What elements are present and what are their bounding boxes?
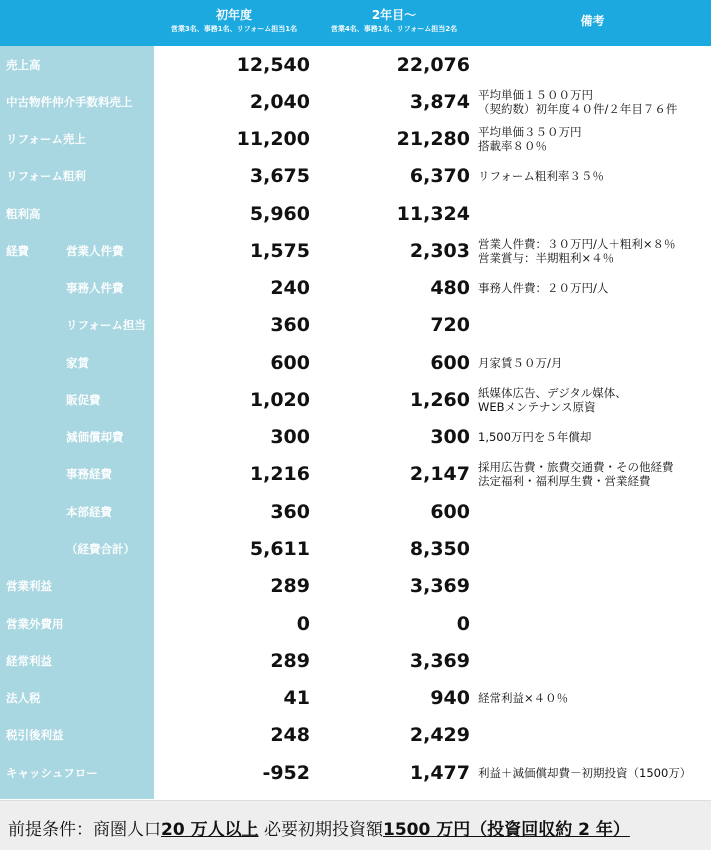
row-note bbox=[478, 605, 710, 642]
row-note bbox=[478, 568, 710, 605]
row-note bbox=[478, 83, 710, 120]
table-row bbox=[0, 717, 711, 754]
year2-value: 2,429 bbox=[409, 724, 470, 747]
year2-value: 720 bbox=[430, 314, 470, 337]
table-row bbox=[0, 83, 711, 120]
year2-value: 2,303 bbox=[409, 239, 470, 262]
row-note bbox=[478, 158, 710, 195]
year1-value: 1,575 bbox=[249, 239, 310, 262]
row-note bbox=[478, 232, 710, 269]
row-note bbox=[478, 419, 710, 456]
year2-value: 22,076 bbox=[396, 53, 470, 76]
row-note-line1: 紙媒体広告、デジタル媒体、 bbox=[478, 385, 627, 400]
row-note bbox=[478, 679, 710, 716]
row-note-line1: 1,500万円を５年償却 bbox=[478, 430, 592, 445]
table-row bbox=[0, 121, 711, 158]
table-row bbox=[0, 158, 711, 195]
year1-value: 5,611 bbox=[249, 538, 310, 560]
year2-value: 300 bbox=[430, 426, 470, 449]
year1-value: 289 bbox=[270, 649, 310, 672]
row-label: 販促費 bbox=[66, 392, 101, 407]
row-note-line1: リフォーム粗利率３５％ bbox=[478, 169, 604, 184]
year1-value: 41 bbox=[283, 687, 310, 710]
row-label: 営業外費用 bbox=[6, 616, 64, 631]
table-row bbox=[0, 679, 711, 716]
table-row bbox=[0, 270, 711, 307]
year2-value: 3,874 bbox=[409, 90, 470, 113]
row-note bbox=[478, 493, 710, 530]
row-note bbox=[478, 270, 710, 307]
year1-value: 248 bbox=[270, 724, 310, 747]
footer-conditions bbox=[0, 800, 711, 850]
row-label: 粗利高 bbox=[6, 206, 41, 221]
row-label: リフォーム売上 bbox=[6, 132, 86, 147]
row-label: 事務人件費 bbox=[66, 281, 124, 296]
row-note bbox=[478, 381, 710, 418]
row-note-line1: 平均単価１５００万円 bbox=[478, 87, 593, 102]
header-notes bbox=[474, 0, 711, 46]
row-note bbox=[478, 344, 710, 381]
row-label: 事務経費 bbox=[66, 467, 112, 482]
year2-value: 480 bbox=[430, 277, 470, 300]
table-row bbox=[0, 642, 711, 679]
footer-investment: 1500 万円（投資回収約 2 年） bbox=[382, 820, 630, 840]
row-label: 本部経費 bbox=[66, 504, 112, 519]
row-label: （経費合計） bbox=[66, 542, 135, 556]
year1-value: 1,216 bbox=[249, 463, 310, 486]
row-note-line2: 法定福利・福利厚生費・営業経費 bbox=[478, 474, 651, 489]
row-note-line1: 営業人件費：３０万円/人＋粗利×８％ bbox=[478, 236, 676, 251]
header-blank-cell bbox=[0, 0, 154, 46]
row-note-line2: WEBメンテナンス原資 bbox=[478, 399, 596, 414]
year1-value: 600 bbox=[270, 351, 310, 374]
header-year1 bbox=[154, 0, 314, 46]
row-label: 売上高 bbox=[6, 57, 41, 72]
row-note bbox=[478, 456, 710, 493]
year1-value: 360 bbox=[270, 500, 310, 523]
table-row bbox=[0, 195, 711, 232]
footer-text bbox=[8, 815, 630, 840]
year2-value: 600 bbox=[430, 500, 470, 523]
year1-value: 300 bbox=[270, 426, 310, 449]
expense-group-label: 経費 bbox=[6, 243, 29, 258]
year2-value: 3,369 bbox=[409, 649, 470, 672]
row-note-line1: 経常利益×４０％ bbox=[478, 691, 569, 706]
footer-prefix: 前提条件：商圏人口 bbox=[8, 820, 161, 840]
year1-value: 360 bbox=[270, 314, 310, 337]
table-row bbox=[0, 232, 711, 269]
year2-value: 600 bbox=[430, 351, 470, 374]
year1-value: 5,960 bbox=[249, 202, 310, 225]
year1-value: 2,040 bbox=[249, 90, 310, 113]
table-row bbox=[0, 493, 711, 530]
row-note bbox=[478, 642, 710, 679]
year1-value: 289 bbox=[270, 575, 310, 598]
header-year2 bbox=[314, 0, 474, 46]
table-row bbox=[0, 419, 711, 456]
row-note-line1: 月家賃５０万/月 bbox=[478, 355, 563, 370]
year1-value: 12,540 bbox=[236, 53, 310, 76]
footer-population: 20 万人以上 bbox=[161, 820, 259, 840]
row-label: 家賃 bbox=[66, 355, 89, 370]
year2-value: 8,350 bbox=[409, 538, 470, 560]
year2-value: 1,477 bbox=[409, 761, 470, 784]
row-note bbox=[478, 530, 710, 567]
row-label: 営業利益 bbox=[6, 579, 52, 594]
year2-value: 11,324 bbox=[396, 202, 470, 225]
year2-value: 21,280 bbox=[396, 128, 470, 151]
table-row bbox=[0, 605, 711, 642]
table-row bbox=[0, 568, 711, 605]
row-label: キャッシュフロー bbox=[6, 765, 98, 780]
row-label: 営業人件費 bbox=[66, 243, 124, 258]
row-note-line1: 平均単価３５０万円 bbox=[478, 125, 582, 140]
row-note bbox=[478, 307, 710, 344]
year1-value: 1,020 bbox=[249, 388, 310, 411]
table-row bbox=[0, 530, 711, 567]
row-label: 法人税 bbox=[6, 691, 41, 706]
table-row bbox=[0, 456, 711, 493]
header-year2-title: 2年目～ bbox=[371, 8, 417, 22]
header-year1-staff: 営業3名、事務1名、リフォーム担当1名 bbox=[170, 25, 298, 33]
row-note bbox=[478, 754, 710, 791]
row-note-line1: 採用広告費・旅費交通費・その他経費 bbox=[478, 460, 674, 475]
row-note bbox=[478, 195, 710, 232]
year1-value: 11,200 bbox=[236, 128, 310, 151]
row-note-line2: 搭載率８０％ bbox=[478, 139, 547, 154]
row-label: リフォーム担当 bbox=[66, 318, 146, 333]
row-note bbox=[478, 717, 710, 754]
row-label: リフォーム粗利 bbox=[6, 169, 86, 184]
year1-value: 240 bbox=[270, 277, 310, 300]
table-row bbox=[0, 307, 711, 344]
table-row bbox=[0, 381, 711, 418]
header-notes-title: 備考 bbox=[580, 14, 605, 28]
row-note bbox=[478, 121, 710, 158]
year2-value: 6,370 bbox=[409, 165, 470, 188]
row-note-line2: 営業賞与：半期粗利×４％ bbox=[478, 250, 615, 265]
row-note-line1: 事務人件費：２０万円/人 bbox=[478, 281, 609, 296]
row-label: 経常利益 bbox=[6, 653, 52, 668]
row-label: 中古物件仲介手数料売上 bbox=[6, 94, 133, 109]
year2-value: 1,260 bbox=[409, 388, 470, 411]
row-label: 税引後利益 bbox=[6, 728, 64, 743]
year2-value: 0 bbox=[456, 612, 470, 635]
year1-value: 3,675 bbox=[249, 165, 310, 188]
year1-value: 0 bbox=[296, 612, 310, 635]
year1-value: -952 bbox=[262, 761, 310, 784]
row-note-line2: （契約数）初年度４０件/２年目７６件 bbox=[478, 101, 678, 116]
table-row bbox=[0, 754, 711, 791]
year2-value: 3,369 bbox=[409, 575, 470, 598]
row-label: 減価償却費 bbox=[66, 430, 124, 445]
header-year1-title: 初年度 bbox=[215, 8, 252, 22]
row-note-line1: 利益＋減価償却費－初期投資（1500万） bbox=[478, 765, 692, 780]
year2-value: 2,147 bbox=[409, 463, 470, 486]
header-year2-staff: 営業4名、事務1名、リフォーム担当2名 bbox=[330, 25, 458, 33]
row-note bbox=[478, 46, 710, 83]
table-row bbox=[0, 46, 711, 83]
footer-middle: 必要初期投資額 bbox=[263, 820, 383, 840]
year2-value: 940 bbox=[430, 687, 470, 710]
table-row bbox=[0, 344, 711, 381]
